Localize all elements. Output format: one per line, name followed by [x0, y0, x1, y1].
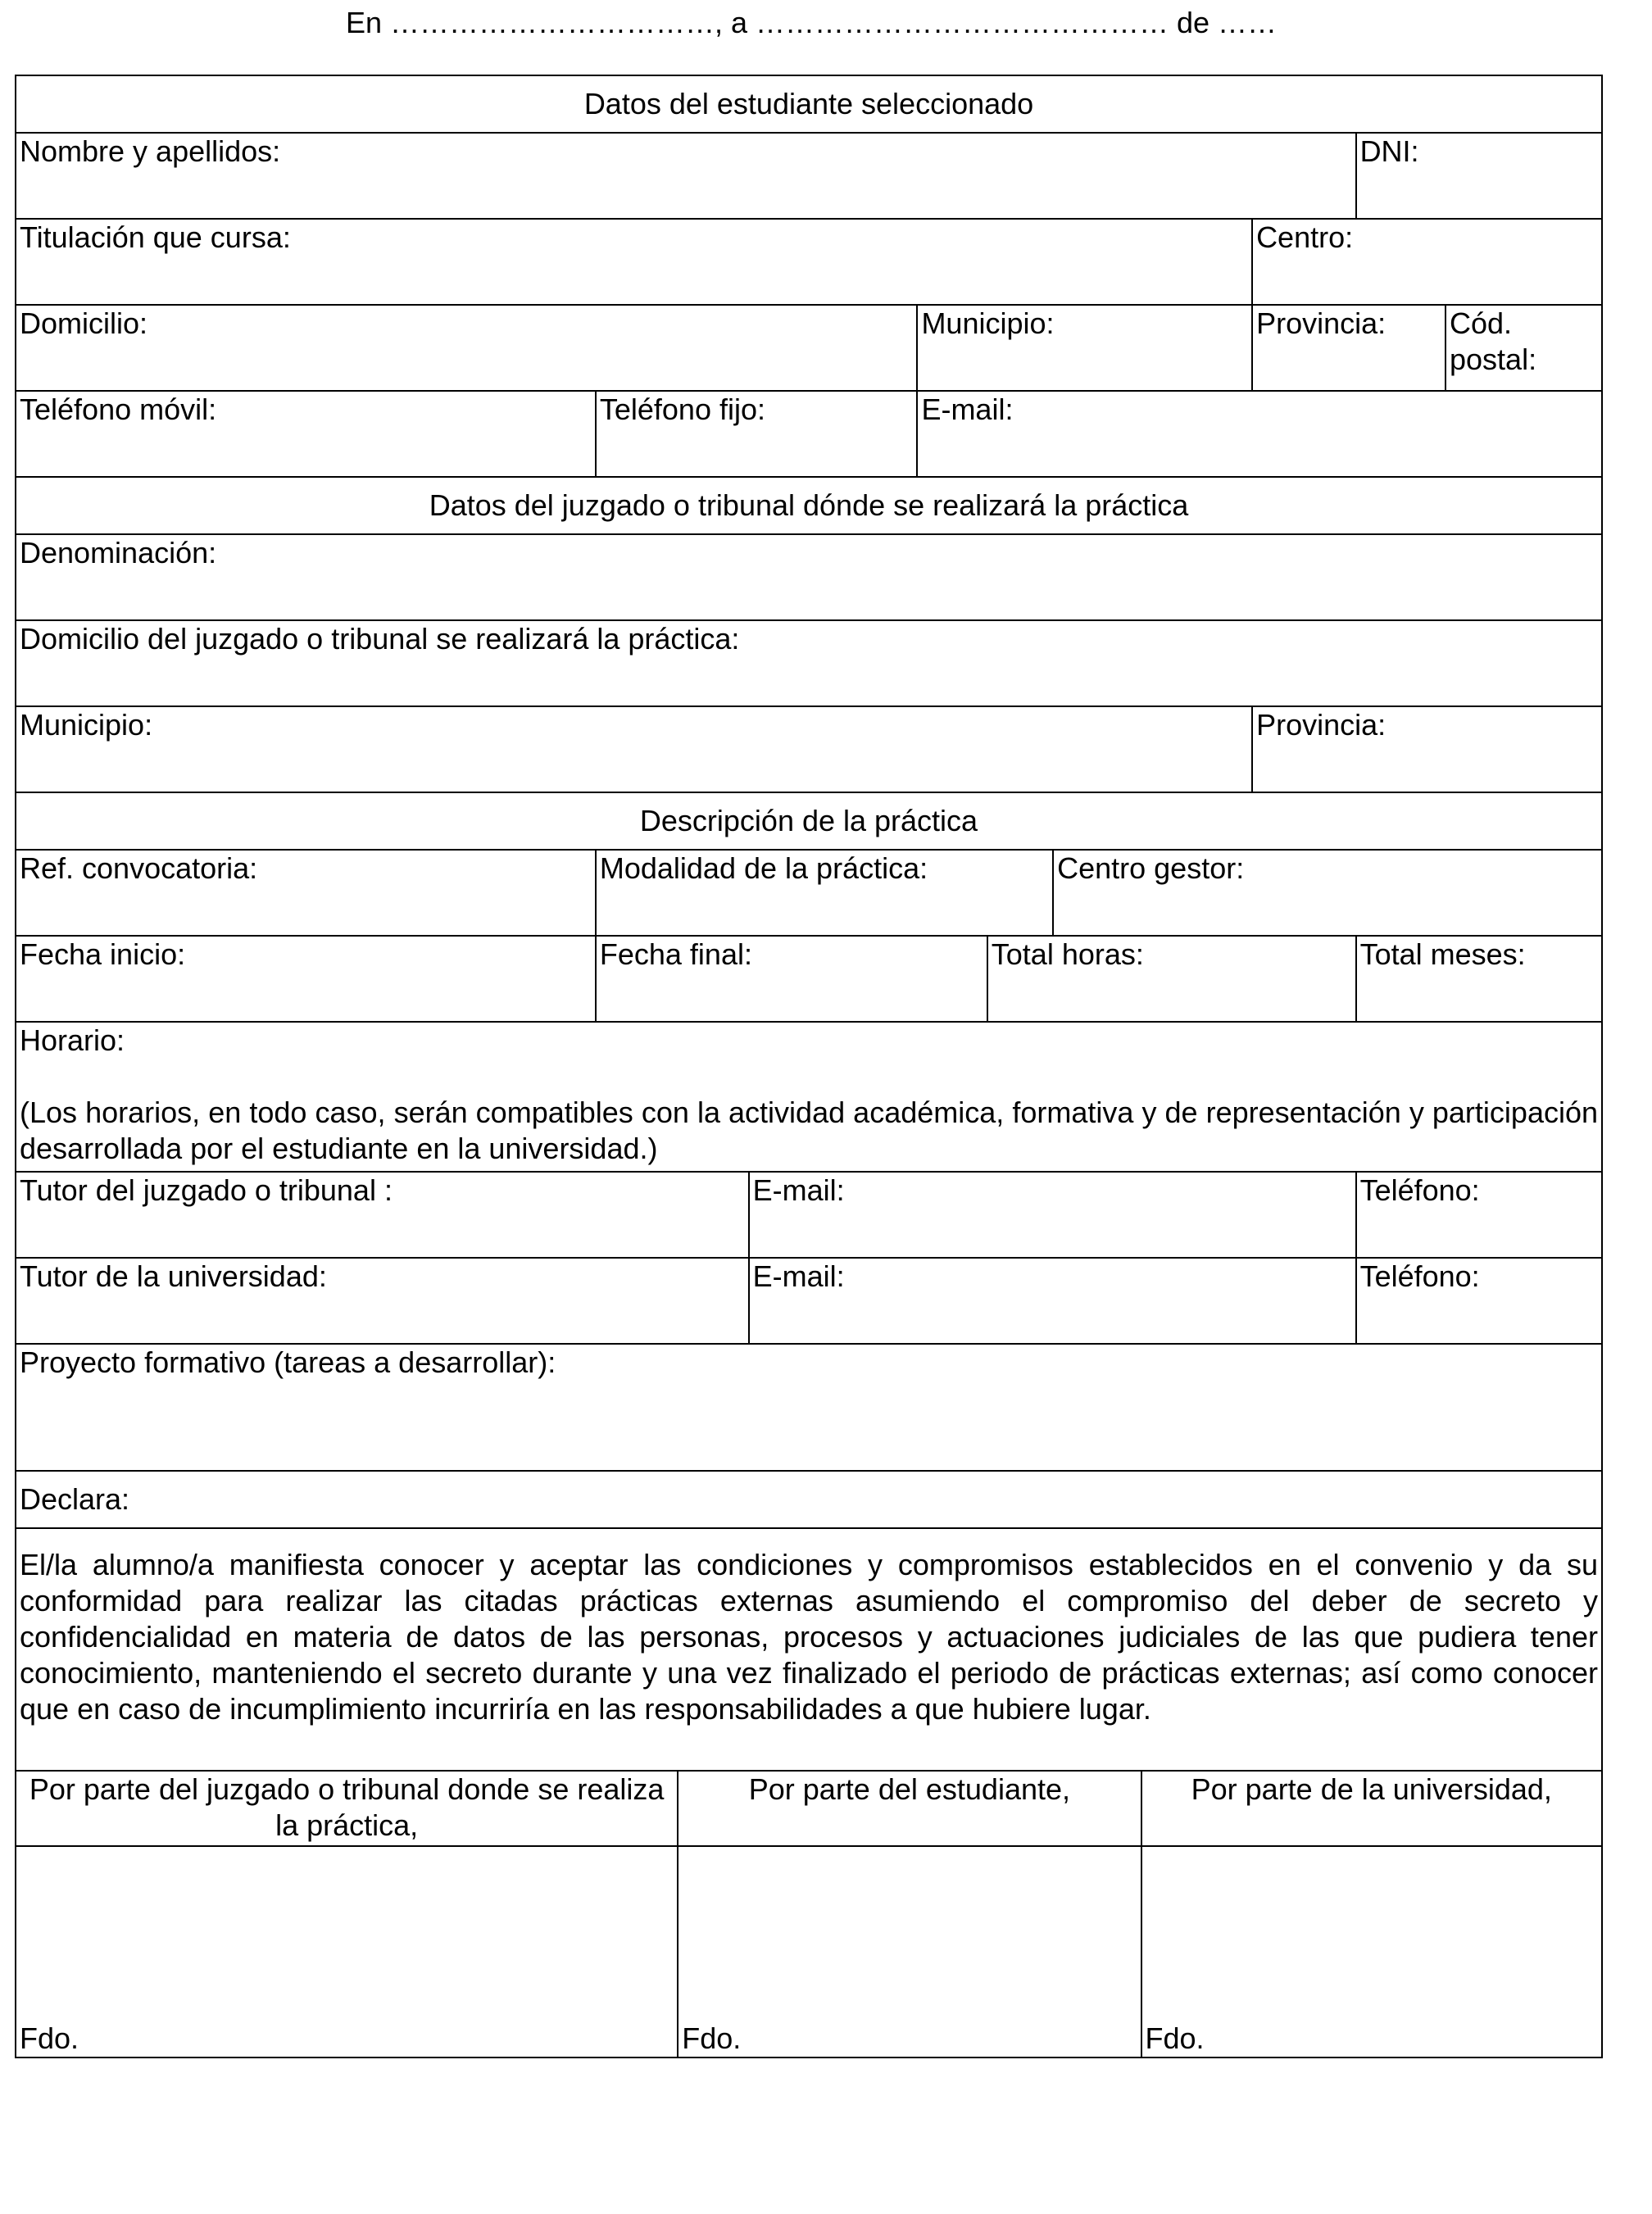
modality-field[interactable]: Modalidad de la práctica: — [596, 850, 1053, 936]
court-tutor-email-field[interactable]: E-mail: — [749, 1172, 1356, 1258]
student-degree-field[interactable]: Titulación que cursa: — [16, 219, 1252, 305]
university-tutor-phone-field[interactable]: Teléfono: — [1356, 1258, 1602, 1344]
end-date-field[interactable]: Fecha final: — [596, 936, 987, 1022]
court-section-title: Datos del juzgado o tribunal dónde se realizará la práctica — [16, 477, 1602, 534]
student-signature-heading: Por parte del estudiante, — [678, 1771, 1141, 1846]
training-project-field[interactable]: Proyecto formativo (tareas a desarrollar): — [16, 1344, 1602, 1471]
court-tutor-phone-field[interactable]: Teléfono: — [1356, 1172, 1602, 1258]
student-address-field[interactable]: Domicilio: — [16, 305, 917, 391]
court-signature-heading: Por parte del juzgado o tribunal donde se realiza la práctica, — [16, 1771, 678, 1846]
declaration-title: Declara: — [16, 1471, 1602, 1528]
student-section-title: Datos del estudiante seleccionado — [16, 75, 1602, 133]
student-mobile-field[interactable]: Teléfono móvil: — [16, 391, 596, 477]
student-center-field[interactable]: Centro: — [1252, 219, 1602, 305]
university-signed-label: Fdo. — [1145, 2021, 1205, 2055]
court-address-field[interactable]: Domicilio del juzgado o tribunal se realizará la práctica: — [16, 620, 1602, 706]
university-tutor-field[interactable]: Tutor de la universidad: — [16, 1258, 749, 1344]
student-signed-label: Fdo. — [682, 2021, 742, 2055]
court-province-field[interactable]: Provincia: — [1252, 706, 1602, 792]
schedule-label: Horario: — [20, 1023, 125, 1057]
court-name-field[interactable]: Denominación: — [16, 534, 1602, 620]
court-signature-box[interactable] — [16, 1846, 678, 2057]
place-date-line: En ……………………………, a …………………………………… de …… — [345, 6, 1278, 39]
student-dni-field[interactable]: DNI: — [1356, 133, 1602, 219]
student-signature-box[interactable] — [678, 1846, 1141, 2057]
declaration-text: El/la alumno/a manifiesta conocer y aceptar las condiciones y compromisos establecidos en el convenio y da su conformidad para realizar las citadas prácticas externas asumiendo el compromiso del deber de secreto y confidencialidad en materia de datos de las personas, procesos y actuaciones judiciales de las que pudiera tener conocimiento, manteniendo el secreto durante y una vez finalizado el periodo de prácticas externas; así como conocer que en caso de incumplimiento incurriría en las responsabilidades a que hubiere lugar. — [16, 1528, 1602, 1771]
managing-center-field[interactable]: Centro gestor: — [1053, 850, 1602, 936]
student-landline-field[interactable]: Teléfono fijo: — [596, 391, 918, 477]
student-province-field[interactable]: Provincia: — [1252, 305, 1446, 391]
student-municipality-field[interactable]: Municipio: — [917, 305, 1252, 391]
student-postal-code-field[interactable]: Cód. postal: — [1446, 305, 1602, 391]
student-name-field[interactable]: Nombre y apellidos: — [16, 133, 1356, 219]
court-tutor-field[interactable]: Tutor del juzgado o tribunal : — [16, 1172, 749, 1258]
university-signature-box[interactable] — [1141, 1846, 1602, 2057]
court-signed-label: Fdo. — [20, 2021, 79, 2055]
schedule-note: (Los horarios, en todo caso, serán compatibles con la actividad académica, formativa y de representación y participación desarrollada por el estudiante en la universidad.) — [20, 1096, 1598, 1165]
court-municipality-field[interactable]: Municipio: — [16, 706, 1252, 792]
university-tutor-email-field[interactable]: E-mail: — [749, 1258, 1356, 1344]
start-date-field[interactable]: Fecha inicio: — [16, 936, 596, 1022]
university-signature-heading: Por parte de la universidad, — [1141, 1771, 1602, 1846]
total-hours-field[interactable]: Total horas: — [987, 936, 1356, 1022]
total-months-field[interactable]: Total meses: — [1356, 936, 1602, 1022]
internship-form — [15, 75, 1603, 2058]
schedule-field[interactable] — [16, 1022, 1602, 1172]
student-email-field[interactable]: E-mail: — [917, 391, 1602, 477]
internship-section-title: Descripción de la práctica — [16, 792, 1602, 850]
call-reference-field[interactable]: Ref. convocatoria: — [16, 850, 596, 936]
